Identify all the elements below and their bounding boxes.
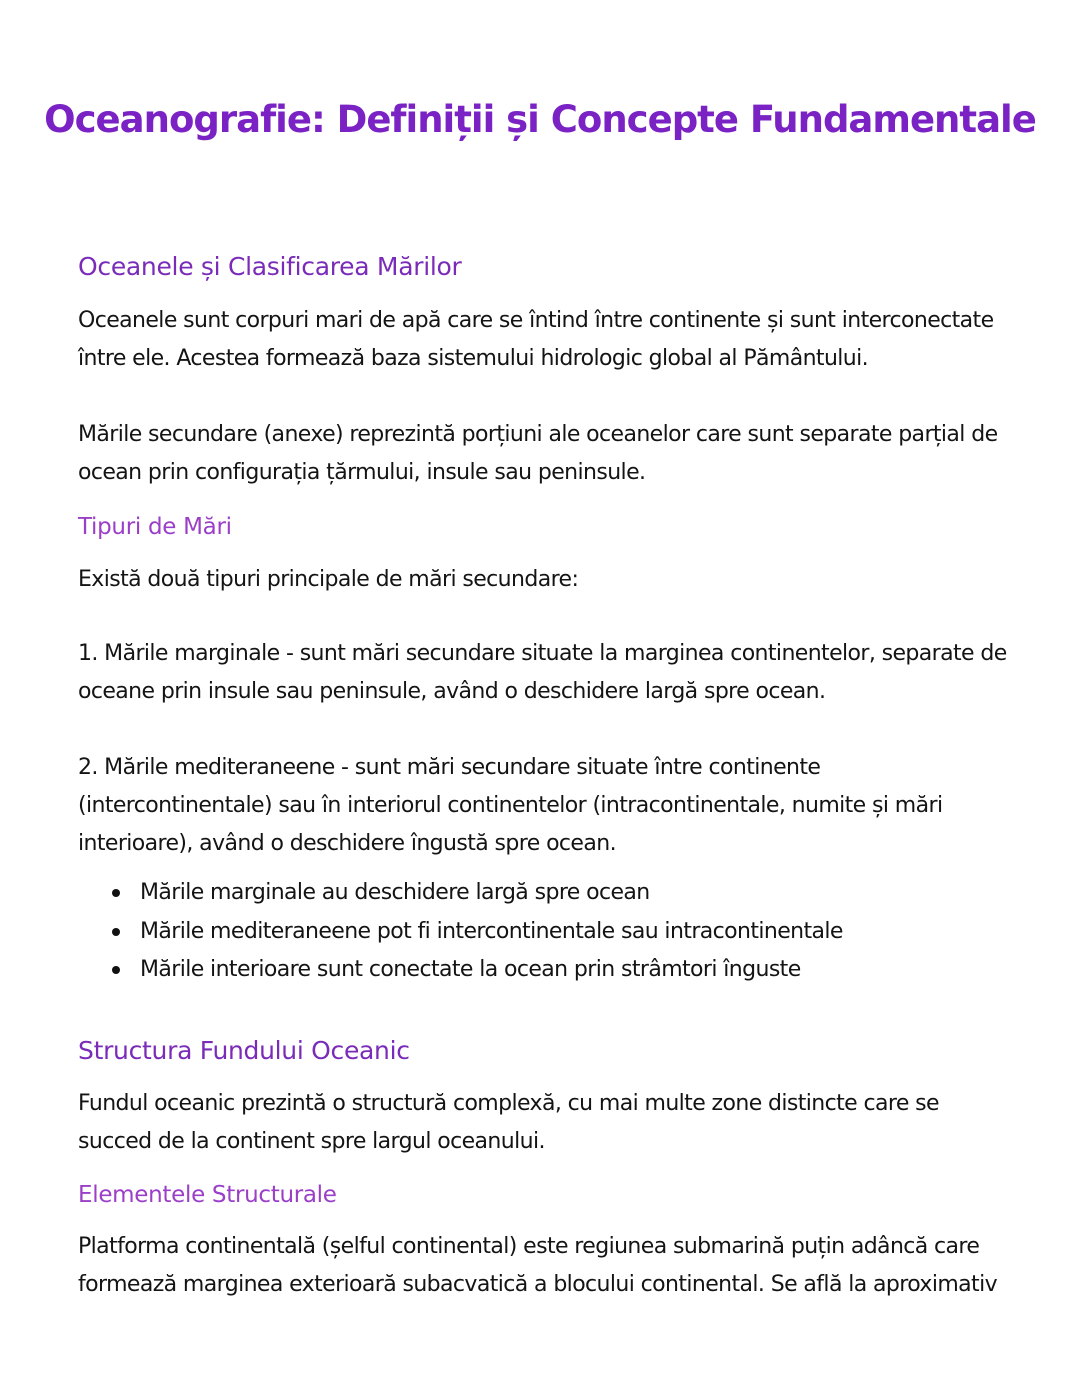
page-title: Oceanografie: Definiții și Concepte Fundamentale	[44, 98, 1036, 141]
list-item-text: Mările interioare sunt conectate la ocean prin strâmtori înguste	[140, 957, 801, 982]
paragraph-secondary-seas: Mările secundare (anexe) reprezintă porțiuni ale oceanelor care sunt separate parțial de ocean prin configurația țărmului, insule sau peninsule.	[78, 422, 998, 485]
bullet-icon	[112, 928, 120, 936]
list-item-text: Mările mediteraneene pot fi intercontinentale sau intracontinentale	[140, 918, 843, 944]
section-heading-oceans: Oceanele și Clasificarea Mărilor	[78, 252, 462, 281]
bullet-list-sea-types	[110, 874, 843, 990]
paragraph-oceans-definition: Oceanele sunt corpuri mari de apă care se întind între continente și sunt interconectate între ele. Acestea formează baza sistemului hidrologic global al Pământului.	[78, 308, 994, 371]
paragraph-continental-shelf: Platforma continentală (șelful continental) este regiunea submarină puțin adâncă care formează marginea exterioară subacvatică a blocului continental. Se află la aproximativ	[78, 1234, 998, 1297]
paragraph-two-types: Există două tipuri principale de mări secundare:	[78, 567, 579, 592]
subheading-sea-types: Tipuri de Mări	[78, 514, 232, 540]
list-item	[110, 951, 843, 990]
list-item	[110, 874, 843, 913]
bullet-icon	[112, 889, 120, 897]
paragraph-ocean-floor: Fundul oceanic prezintă o structură complexă, cu mai multe zone distincte care se succed de la continent spre largul oceanului.	[78, 1091, 939, 1154]
list-item-text: Mările marginale au deschidere largă spre ocean	[140, 880, 650, 905]
list-item	[110, 913, 843, 952]
section-heading-ocean-floor: Structura Fundului Oceanic	[78, 1036, 410, 1065]
paragraph-mediterranean-seas: 2. Mările mediteraneene - sunt mări secundare situate între continente (intercontinentale) sau în interiorul continentelor (intracontinentale, numite și mări interioare), având o deschidere îngustă spre ocean.	[78, 755, 943, 856]
paragraph-marginal-seas: 1. Mările marginale - sunt mări secundare situate la marginea continentelor, separate de oceane prin insule sau peninsule, având o deschidere largă spre ocean.	[78, 641, 1007, 704]
subheading-structural-elements: Elementele Structurale	[78, 1182, 337, 1208]
bullet-icon	[112, 966, 120, 974]
